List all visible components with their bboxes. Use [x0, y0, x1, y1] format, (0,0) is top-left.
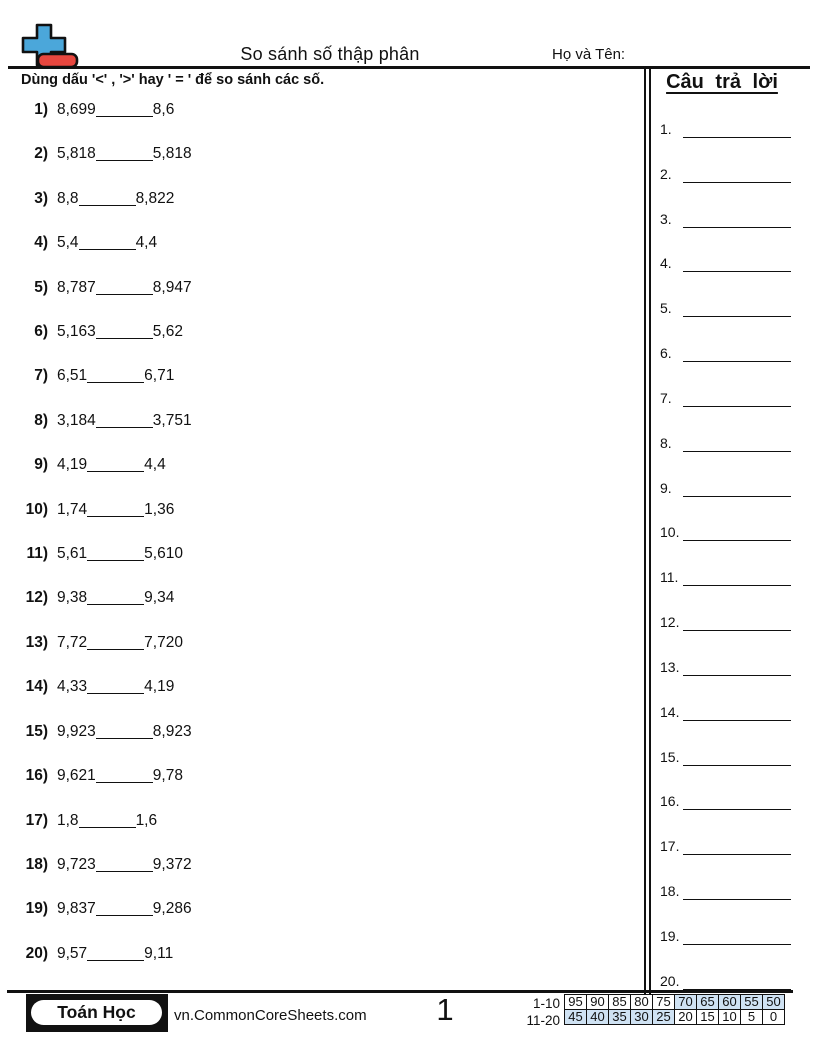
- problem-number: 10): [25, 500, 48, 518]
- problem-row: [0, 844, 640, 888]
- problem-number: 15): [25, 722, 48, 740]
- problem-right-value: 9,372: [152, 855, 192, 873]
- instructions-text: Dùng dấu '<' , '>' hay ' = ' để so sánh các số.: [21, 72, 325, 88]
- problem-right-value: 8,947: [152, 278, 192, 296]
- score-cell: 45: [565, 1010, 587, 1025]
- subject-badge: [26, 994, 168, 1032]
- answer-row: [652, 691, 812, 736]
- problem-answer-blank[interactable]: [96, 338, 153, 339]
- problem-number: 1): [34, 101, 48, 118]
- answer-number: 12.: [660, 614, 680, 631]
- answer-row: [652, 646, 812, 691]
- problem-row: [0, 178, 640, 222]
- problem-right-value: 5,610: [144, 545, 183, 563]
- answer-row: [652, 870, 812, 915]
- answer-blank-line[interactable]: [683, 137, 791, 138]
- problem-row: [0, 622, 640, 666]
- problem-row: [0, 267, 640, 311]
- problem-answer-blank[interactable]: [79, 205, 136, 206]
- answer-blank-line[interactable]: [683, 316, 791, 317]
- score-cell: 5: [741, 1010, 763, 1025]
- problem-row: [0, 577, 640, 621]
- answer-row: [652, 825, 812, 870]
- answer-number: 16.: [660, 793, 680, 810]
- problem-right-value: 4,19: [144, 678, 175, 696]
- answer-blank-line[interactable]: [683, 496, 791, 497]
- problem-left-value: 9,837: [57, 900, 96, 918]
- answer-number: 4.: [660, 255, 672, 272]
- problem-number: 17): [25, 811, 48, 829]
- problem-answer-blank[interactable]: [96, 782, 153, 783]
- score-cell: 65: [697, 995, 719, 1010]
- problem-row: [0, 666, 640, 710]
- answer-blank-line[interactable]: [683, 630, 791, 631]
- subject-badge-label: Toán Học: [31, 1000, 162, 1025]
- answer-blank-line[interactable]: [683, 182, 791, 183]
- problem-answer-blank[interactable]: [79, 249, 136, 250]
- answer-number: 14.: [660, 703, 680, 720]
- answer-row: [652, 287, 812, 332]
- problem-number: 19): [25, 900, 48, 918]
- problem-answer-blank[interactable]: [96, 116, 153, 117]
- answer-blank-line[interactable]: [683, 675, 791, 676]
- answer-blank-line[interactable]: [683, 944, 791, 945]
- problem-right-value: 6,71: [144, 367, 175, 385]
- answer-blank-line[interactable]: [683, 809, 791, 810]
- website-text: vn.CommonCoreSheets.com: [174, 1007, 367, 1024]
- answer-number: 1.: [660, 121, 672, 137]
- answer-number: 3.: [660, 210, 672, 227]
- problem-left-value: 9,621: [57, 767, 96, 785]
- answer-number: 9.: [660, 479, 672, 496]
- page-title: So sánh số thập phân: [240, 44, 420, 64]
- score-cell: 25: [653, 1010, 675, 1025]
- problem-left-value: 9,57: [57, 944, 88, 962]
- problem-answer-blank[interactable]: [87, 382, 144, 383]
- problem-left-value: 9,38: [57, 589, 88, 607]
- problem-answer-blank[interactable]: [87, 471, 144, 472]
- problem-answer-blank[interactable]: [96, 738, 153, 739]
- plus-minus-logo-icon: [20, 22, 80, 70]
- problem-right-value: 9,78: [152, 767, 183, 785]
- problem-left-value: 5,4: [57, 234, 79, 252]
- header-rule: [8, 66, 810, 69]
- problem-answer-blank[interactable]: [87, 516, 144, 517]
- problem-left-value: 4,33: [57, 678, 88, 696]
- problem-right-value: 9,286: [152, 900, 192, 918]
- problem-right-value: 4,4: [144, 456, 166, 474]
- answer-row: [652, 780, 812, 825]
- answer-row: [652, 467, 812, 512]
- answer-number: 19.: [660, 927, 680, 944]
- problem-number: 5): [34, 278, 48, 296]
- problem-left-value: 7,72: [57, 633, 88, 651]
- problem-left-value: 9,923: [57, 722, 96, 740]
- score-cell: 0: [763, 1010, 785, 1025]
- answer-row: [652, 915, 812, 960]
- answer-blank-line[interactable]: [683, 406, 791, 407]
- answer-number: 8.: [660, 434, 672, 451]
- answer-row: [652, 511, 812, 556]
- answer-blank-line[interactable]: [683, 540, 791, 541]
- name-label: Họ và Tên:: [552, 46, 626, 63]
- logo-minus-shape: [38, 54, 77, 67]
- score-cell: 70: [675, 995, 697, 1010]
- problem-right-value: 7,720: [144, 633, 183, 651]
- problem-number: 13): [25, 633, 48, 651]
- problem-right-value: 5,818: [152, 145, 192, 163]
- answer-blank-line[interactable]: [683, 451, 791, 452]
- problem-answer-blank[interactable]: [79, 827, 136, 828]
- score-cell: 95: [565, 995, 587, 1010]
- problem-right-value: 1,36: [144, 500, 175, 518]
- problem-row: [0, 222, 640, 266]
- score-cell: 60: [719, 995, 741, 1010]
- problem-answer-blank[interactable]: [87, 960, 144, 961]
- answer-blank-line[interactable]: [683, 899, 791, 900]
- problem-number: 4): [34, 234, 48, 252]
- problem-left-value: 8,699: [57, 101, 96, 118]
- answer-number: 13.: [660, 658, 680, 675]
- problem-right-value: 8,822: [135, 189, 175, 207]
- answer-number: 20.: [660, 972, 680, 989]
- problem-left-value: 5,818: [57, 145, 96, 163]
- problem-answer-blank[interactable]: [96, 915, 153, 916]
- answer-row: [652, 422, 812, 467]
- problem-row: [0, 533, 640, 577]
- problem-left-value: 4,19: [57, 456, 88, 474]
- column-divider-line: [644, 66, 646, 995]
- problem-answer-blank[interactable]: [96, 427, 153, 428]
- problem-left-value: 3,184: [57, 411, 96, 429]
- answer-row: [652, 242, 812, 287]
- problem-row: [0, 89, 640, 133]
- score-cell: 55: [741, 995, 763, 1010]
- problem-number: 9): [34, 456, 48, 474]
- column-divider-line: [649, 66, 651, 995]
- answers-list: [652, 108, 812, 1005]
- answer-row: [652, 601, 812, 646]
- score-table: [564, 994, 785, 1025]
- problem-number: 18): [25, 855, 48, 873]
- score-cell: 75: [653, 995, 675, 1010]
- problem-right-value: 8,923: [152, 722, 192, 740]
- problem-answer-blank[interactable]: [96, 160, 153, 161]
- problem-right-value: 1,6: [135, 811, 158, 829]
- problem-number: 2): [34, 145, 48, 163]
- answer-number: 11.: [660, 569, 679, 586]
- answer-row: [652, 377, 812, 422]
- problem-left-value: 5,163: [57, 323, 96, 341]
- problem-answer-blank[interactable]: [96, 294, 153, 295]
- problem-answer-blank[interactable]: [87, 604, 144, 605]
- problem-row: [0, 489, 640, 533]
- score-cell: 20: [675, 1010, 697, 1025]
- problem-answer-blank[interactable]: [87, 649, 144, 650]
- answer-number: 7.: [660, 389, 672, 406]
- score-cell: 90: [587, 995, 609, 1010]
- answer-row: [652, 556, 812, 601]
- problem-answer-blank[interactable]: [87, 693, 144, 694]
- answer-blank-line[interactable]: [683, 227, 791, 228]
- answer-row: [652, 736, 812, 781]
- score-range-label: 11-20: [526, 1013, 560, 1028]
- answer-number: 17.: [660, 838, 680, 855]
- problem-row: [0, 800, 640, 844]
- score-cell: 40: [587, 1010, 609, 1025]
- answer-blank-line[interactable]: [683, 271, 791, 272]
- problems-list: [0, 89, 640, 977]
- score-cell: 15: [697, 1010, 719, 1025]
- answer-number: 18.: [660, 883, 680, 900]
- problem-number: 3): [34, 189, 48, 207]
- problem-left-value: 1,74: [57, 500, 88, 518]
- problem-row: [0, 711, 640, 755]
- problem-number: 20): [25, 944, 48, 962]
- problem-row: [0, 311, 640, 355]
- score-cell: 85: [609, 995, 631, 1010]
- answer-blank-line[interactable]: [683, 720, 791, 721]
- answer-number: 10.: [660, 524, 680, 541]
- problem-row: [0, 400, 640, 444]
- problem-number: 8): [34, 411, 48, 429]
- answer-number: 2.: [660, 165, 672, 182]
- answer-blank-line[interactable]: [683, 765, 791, 766]
- score-cell: 80: [631, 995, 653, 1010]
- problem-row: [0, 444, 640, 488]
- score-cell: 10: [719, 1010, 741, 1025]
- problem-left-value: 1,8: [57, 811, 79, 829]
- score-cell: 35: [609, 1010, 631, 1025]
- answers-header: Câu trả lời: [666, 71, 778, 93]
- problem-right-value: 8,6: [152, 101, 175, 118]
- problem-right-value: 4,4: [135, 234, 158, 252]
- problem-right-value: 3,751: [152, 411, 192, 429]
- answer-row: [652, 198, 812, 243]
- problem-number: 11): [26, 545, 48, 563]
- problem-left-value: 8,787: [57, 278, 96, 296]
- problem-number: 6): [34, 323, 48, 341]
- answer-number: 15.: [660, 748, 680, 765]
- answer-number: 6.: [660, 345, 672, 362]
- problem-row: [0, 888, 640, 932]
- problem-number: 14): [25, 678, 48, 696]
- problem-left-value: 6,51: [57, 367, 88, 385]
- page-number: 1: [436, 992, 454, 1027]
- score-cell: 50: [763, 995, 785, 1010]
- problem-left-value: 5,61: [57, 545, 88, 563]
- score-range-label: 1-10: [532, 996, 560, 1011]
- answer-row: [652, 108, 812, 153]
- problem-right-value: 9,34: [144, 589, 175, 607]
- problem-left-value: 8,8: [57, 189, 79, 207]
- problem-number: 12): [25, 589, 48, 607]
- answer-blank-line[interactable]: [683, 854, 791, 855]
- problem-answer-blank[interactable]: [87, 560, 144, 561]
- score-cell: 30: [631, 1010, 653, 1025]
- problem-number: 16): [25, 767, 48, 785]
- problem-row: [0, 933, 640, 977]
- footer-rule: [7, 990, 793, 993]
- answer-row: [652, 153, 812, 198]
- problem-row: [0, 133, 640, 177]
- answer-blank-line[interactable]: [683, 361, 791, 362]
- problem-right-value: 5,62: [152, 323, 183, 341]
- answer-row: [652, 332, 812, 377]
- problem-left-value: 9,723: [57, 855, 96, 873]
- problem-row: [0, 755, 640, 799]
- problem-right-value: 9,11: [144, 944, 174, 962]
- problem-number: 7): [34, 367, 48, 385]
- answer-number: 5.: [660, 300, 672, 317]
- problem-answer-blank[interactable]: [96, 871, 153, 872]
- problem-row: [0, 355, 640, 399]
- answer-blank-line[interactable]: [683, 585, 791, 586]
